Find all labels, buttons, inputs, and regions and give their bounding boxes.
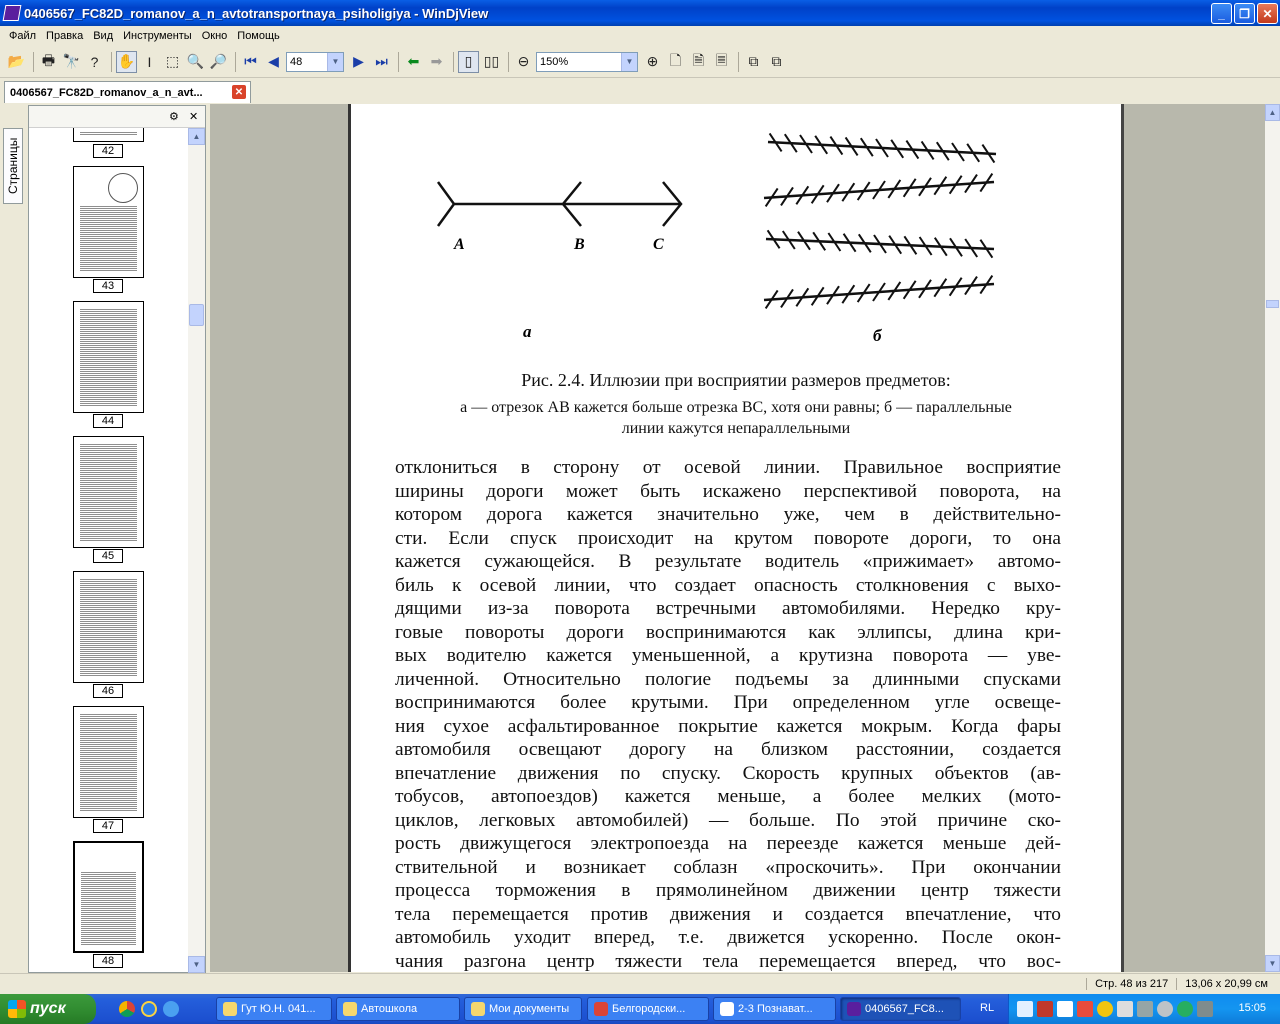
divider [33, 52, 34, 72]
body-text-line: сти. Если спуск происходит на крутом повороте дороги, то она [395, 527, 1061, 549]
tray-icon[interactable] [1077, 1001, 1093, 1017]
body-text-line: отклониться в сторону от осевой линии. Правильное восприятие [395, 457, 1061, 478]
page-thumbnail-label: 47 [93, 819, 123, 833]
menu-tools[interactable]: Инструменты [123, 30, 192, 42]
body-text-line: кажется сужающейся. В результате водитель «прижимает» автомо- [395, 551, 1061, 572]
figure-b-zollner [764, 133, 996, 308]
menu-file[interactable]: Файл [9, 30, 37, 42]
document-page [348, 104, 1124, 972]
status-bar [0, 973, 1280, 993]
windjview-icon [847, 1002, 861, 1016]
volume-icon[interactable] [1137, 1001, 1153, 1017]
app-icon [3, 5, 22, 21]
zoom-out-icon[interactable]: ⊖ [517, 53, 530, 69]
figure-a-label-c: C [653, 236, 664, 253]
page-thumbnail[interactable] [73, 436, 144, 548]
menu-help[interactable]: Помощь [237, 30, 280, 42]
tab-row [0, 79, 1280, 103]
body-text-line: автомобиля освещают дорогу на близком расстоянии, создается [395, 739, 1061, 760]
viewer-scrollbar[interactable] [1265, 104, 1280, 972]
taskbar-item-active[interactable] [840, 997, 961, 1021]
figure-a-muller-lyer [438, 182, 681, 226]
thumbnail-text-lines [80, 578, 137, 676]
rotate-left-icon[interactable]: ⧉ [748, 53, 759, 69]
figure-caption-title: Рис. 2.4. Иллюзии при восприятии размеров предметов: [521, 370, 951, 390]
scroll-thumb[interactable] [189, 304, 204, 326]
figure-caption-line2: линии кажутся непараллельными [621, 420, 851, 437]
body-text-line: тела перемещается против движения и создается впечатление, что [395, 903, 1061, 925]
body-text-line: биль к осевой линии, что создает опасность столкновения с выхо- [395, 574, 1061, 596]
figure-a-sublabel: а [523, 322, 532, 341]
body-text-line: говые повороты дороги воспринимаются как эллипсы, длина кри- [395, 621, 1061, 643]
tray-icon[interactable] [1177, 1001, 1193, 1017]
prev-page-icon[interactable]: ◀ [268, 53, 279, 69]
divider [738, 52, 739, 72]
toolbar [0, 46, 1280, 78]
taskbar [0, 994, 1280, 1024]
zoom-rect-icon[interactable]: 🔎 [209, 53, 228, 69]
thumbnail-panel [28, 105, 206, 973]
maximize-button[interactable]: ❐ [1234, 3, 1255, 24]
menu-window[interactable]: Окно [201, 30, 228, 42]
zoom-in-icon[interactable]: ⊕ [646, 53, 659, 69]
folder-icon [471, 1002, 485, 1016]
find-icon[interactable]: 🔭 [62, 53, 81, 69]
scroll-up-icon[interactable]: ▲ [188, 128, 205, 145]
scroll-thumb[interactable] [1266, 300, 1279, 308]
figure-caption-line1: а — отрезок АВ кажется больше отрезка ВС, хотя они равны; б — параллельные [460, 399, 1012, 416]
menu-view[interactable]: Вид [93, 30, 114, 42]
divider [453, 52, 454, 72]
title-bar [0, 0, 1280, 26]
divider [508, 52, 509, 72]
rotate-right-icon[interactable]: ⧉ [771, 53, 782, 69]
last-page-icon[interactable]: ⏭ [375, 53, 388, 69]
close-icon[interactable]: ✕ [189, 111, 199, 123]
chevron-down-icon[interactable]: ▼ [327, 53, 343, 71]
thumbnail-text-lines [80, 443, 137, 541]
thumbnail-text-lines [80, 308, 137, 406]
chrome-icon [594, 1002, 608, 1016]
page-thumbnail-label: 42 [93, 144, 123, 158]
single-page-icon[interactable]: ▯ [458, 51, 479, 73]
pages-side-tab[interactable] [3, 128, 23, 204]
taskbar-item-label: Белгородски... [612, 1003, 686, 1015]
fit-width-icon[interactable]: 🗎 [692, 51, 705, 68]
minimize-button[interactable]: _ [1211, 3, 1232, 24]
page-thumbnail-label: 45 [93, 549, 123, 563]
figure-a-label-a: A [454, 236, 465, 253]
taskbar-item-label: 2-3 Познават... [738, 1003, 813, 1015]
tray-icon[interactable] [1097, 1001, 1113, 1017]
body-text-line: рость движущегося электропоезда на переезде кажется меньше дей- [395, 833, 1061, 854]
chrome-icon[interactable] [119, 1001, 135, 1017]
figure-a-label-b: B [574, 236, 585, 253]
taskbar-item-label: 0406567_FC8... [865, 1003, 944, 1015]
clock: 15:05 [1238, 1002, 1266, 1014]
tray-icon[interactable] [1057, 1001, 1073, 1017]
document-tab-label: 0406567_FC82D_romanov_a_n_avt... [10, 86, 203, 99]
body-text-line: тобусов, автопоездов) кажется меньше, а более мелких (мото- [395, 786, 1061, 807]
start-button-label: пуск [30, 1000, 66, 1017]
tray-icon[interactable] [1157, 1001, 1173, 1017]
thumbnail-figure [108, 173, 138, 203]
body-text-line: чания разгона центр тяжести тела перемещается вперед, что вос- [395, 950, 1061, 972]
tray-icon[interactable] [1037, 1001, 1053, 1017]
taskbar-item-label: Мои документы [489, 1003, 570, 1015]
thumbnail-text-lines [80, 205, 137, 271]
page-body-text [395, 456, 1061, 972]
document-viewer[interactable] [210, 104, 1265, 972]
body-text-line: вых водителю кажется уменьшенной, а крутизна поворота — уве- [395, 645, 1061, 666]
first-page-icon[interactable]: ⏮ [244, 53, 257, 69]
page-thumbnail[interactable] [73, 166, 144, 278]
page-thumbnail-label: 48 [93, 954, 123, 968]
taskbar-item-label: Гут Ю.Н. 041... [241, 1003, 316, 1015]
zoom-value: 150% [540, 55, 569, 68]
select-area-icon[interactable]: ⬚ [165, 53, 180, 69]
page-thumbnail[interactable] [73, 301, 144, 413]
thumbnail-text-lines [80, 713, 137, 811]
status-page-size: 13,06 x 20,99 см [1176, 978, 1280, 990]
help-icon[interactable]: ? [90, 53, 99, 70]
page-thumbnail-label: 44 [93, 414, 123, 428]
fit-page-icon[interactable]: 🗋 [669, 51, 682, 68]
divider [398, 52, 399, 72]
body-text-line: ния сухое асфальтированное покрытие кажется мокрым. Когда фары [395, 715, 1061, 737]
chevron-down-icon[interactable]: ▼ [621, 53, 637, 71]
body-text-line: котором дорога кажется значительно уже, чем в действительно- [395, 504, 1061, 525]
thumbnail-list [29, 128, 189, 973]
back-icon[interactable]: ⬅ [407, 53, 420, 69]
thumbnail-scrollbar[interactable] [188, 128, 205, 973]
menu-bar [0, 26, 1280, 46]
zoom-icon[interactable]: 🔍 [186, 53, 205, 69]
divider [235, 52, 236, 72]
illusion-figure [351, 104, 1121, 354]
start-button[interactable] [0, 994, 96, 1024]
open-icon[interactable]: 📂 [7, 53, 26, 69]
print-icon[interactable]: 🖶 [41, 51, 56, 68]
tray-icon[interactable] [1017, 1001, 1033, 1017]
figure-a-arrow-a [438, 182, 454, 226]
internet-explorer-icon[interactable] [141, 1001, 157, 1017]
page-thumbnail[interactable] [73, 128, 144, 142]
body-text-line: впечатление движения по спуску. Скорость крупных объектов (ав- [395, 762, 1061, 784]
gear-icon[interactable]: ⚙ [169, 111, 179, 123]
body-text-line: ствительной и возникает соблазн «проскочить». При окончании [395, 856, 1061, 878]
scroll-up-icon[interactable]: ▲ [1265, 104, 1280, 121]
scroll-down-icon[interactable]: ▼ [188, 956, 205, 973]
thumbnail-text-lines [80, 131, 137, 135]
page-number-value: 48 [290, 55, 303, 68]
body-text-line: процесса торможения в прямолинейном движении центр тяжести [395, 880, 1061, 901]
quick-launch-icon[interactable] [163, 1001, 179, 1017]
taskbar-item[interactable] [336, 997, 460, 1021]
actual-size-icon[interactable]: 🗏 [715, 51, 728, 68]
taskbar-item-label: Автошкола [361, 1003, 418, 1015]
zoom-combo[interactable] [536, 52, 638, 72]
close-button[interactable]: ✕ [1257, 3, 1278, 24]
forward-icon[interactable]: ➡ [430, 53, 443, 69]
system-tray [1008, 994, 1280, 1024]
page-thumbnail-label: 46 [93, 684, 123, 698]
window-title: 0406567_FC82D_romanov_a_n_avtotransportnaya_psiholigiya - WinDjView [24, 5, 489, 21]
page-thumbnail[interactable] [73, 706, 144, 818]
divider [111, 52, 112, 72]
taskbar-item[interactable] [587, 997, 709, 1021]
folder-icon [343, 1002, 357, 1016]
page-thumbnail-current[interactable] [73, 841, 144, 953]
windows-logo-icon [8, 1000, 26, 1018]
page-thumbnail[interactable] [73, 571, 144, 683]
browser-window-icon [223, 1002, 237, 1016]
page-thumbnail-label: 43 [93, 279, 123, 293]
body-text-line: воспринимаются более крутыми. При определенном угле освеще- [395, 692, 1061, 713]
body-text-line: дящими из-за поворота встречными автомобилями. Нередко кру- [395, 598, 1061, 619]
status-page: Стр. 48 из 217 [1086, 978, 1176, 990]
thumbnail-panel-header [29, 106, 205, 128]
scroll-down-icon[interactable]: ▼ [1265, 955, 1280, 972]
body-text-line: ширины дороги может быть искажено перспективой поворота, на [395, 480, 1061, 502]
next-page-icon[interactable]: ▶ [353, 53, 364, 69]
body-text-line: автомобиль уходит вперед, т.е. движется ускоренно. После окон- [395, 927, 1061, 948]
page-number-combo[interactable] [286, 52, 344, 72]
body-text-line: циклов, легковых автомобилей) — больше. По этой причине ско- [395, 809, 1061, 831]
language-indicator[interactable]: RL [980, 1002, 995, 1014]
taskbar-item[interactable] [216, 997, 332, 1021]
two-page-icon[interactable]: ▯▯ [483, 53, 500, 69]
tray-icon[interactable] [1117, 1001, 1133, 1017]
taskbar-item[interactable] [713, 997, 836, 1021]
close-tab-icon[interactable]: ✕ [232, 85, 246, 99]
document-icon [720, 1002, 734, 1016]
body-text-line: личенной. Относительно пологие подъемы за длинными спусками [395, 668, 1061, 690]
network-icon[interactable] [1197, 1001, 1213, 1017]
menu-edit[interactable]: Правка [46, 30, 84, 42]
thumbnail-text-lines [81, 871, 136, 945]
figure-b-sublabel: б [873, 326, 882, 345]
select-text-icon[interactable]: I [147, 53, 152, 70]
pages-side-tab-label: Страницы [6, 137, 20, 195]
taskbar-item[interactable] [464, 997, 582, 1021]
document-tab[interactable] [4, 81, 251, 103]
hand-tool-icon[interactable]: ✋ [116, 51, 137, 73]
